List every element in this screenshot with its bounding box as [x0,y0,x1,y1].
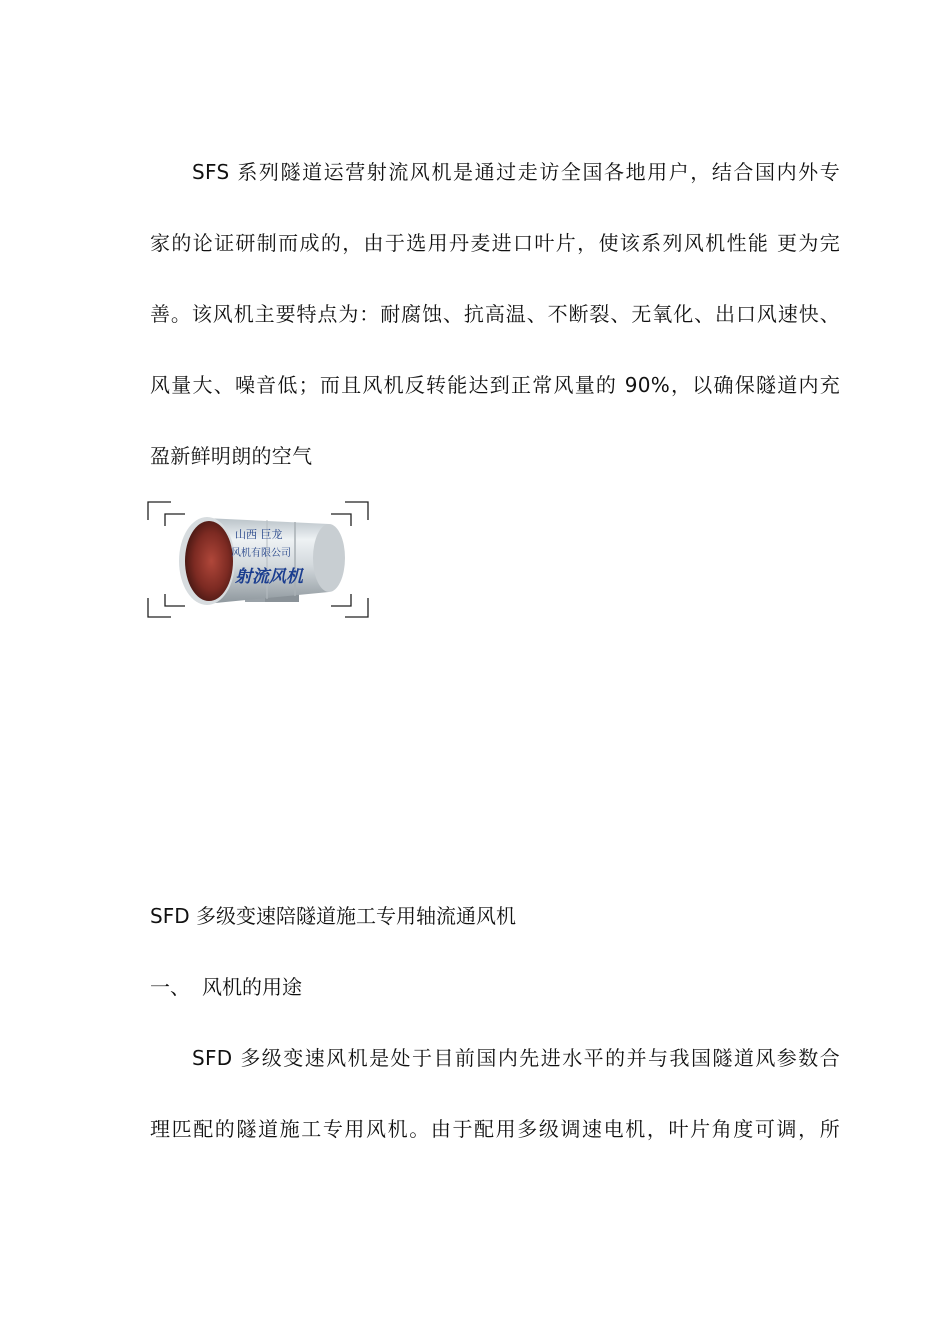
fan-label-line2: 风机有限公司 [231,548,291,559]
fan-label-line1: 山西 巨龙 [235,528,283,541]
paragraph-line: 盈新鲜明朗的空气 [150,444,313,468]
subheading [150,973,302,1001]
paragraph-line: SFS 系列隧道运营射流风机是通过走访全国各地用户，结合国内外专 [192,160,840,184]
paragraph-line: 风量大、噪音低；而且风机反转能达到正常风量的 90%，以确保隧道内充 [150,373,840,397]
fan-label-big: 射流风机 [235,567,303,587]
subheading-text: 风机的用途 [202,975,302,999]
intro-paragraph [150,158,840,478]
paragraph-line: 善。该风机主要特点为：耐腐蚀、抗高温、不断裂、无氧化、出口风速快、 [150,302,840,326]
paragraph-line: 家的论证研制而成的，由于选用丹麦进口叶片，使该系列风机性能 更为完 [150,231,840,255]
jet-fan-image [147,500,369,620]
usage-paragraph [150,1044,840,1154]
list-marker: 一、 [150,975,190,999]
paragraph-line: SFD 多级变速风机是处于目前国内先进水平的并与我国隧道风参数合 [192,1046,840,1070]
jet-fan-illustration [147,500,369,620]
paragraph-line: 理匹配的隧道施工专用风机。由于配用多级调速电机，叶片角度可调，所 [150,1117,840,1141]
section-title: SFD 多级变速陪隧道施工专用轴流通风机 [150,904,516,928]
